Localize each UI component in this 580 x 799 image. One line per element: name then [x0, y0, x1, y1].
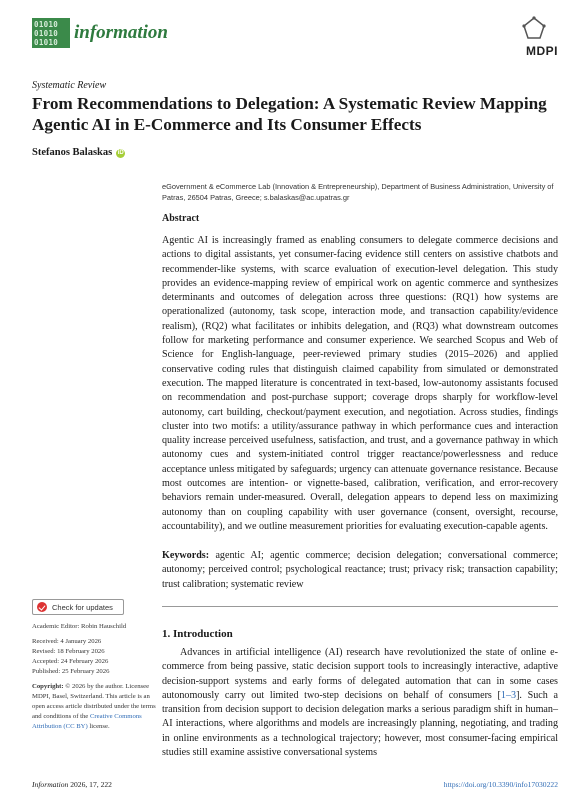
check-for-updates-button[interactable]	[32, 599, 124, 615]
check-updates-label: Check for updates	[52, 602, 113, 612]
footer-journal: Information	[32, 780, 69, 789]
article-type: Systematic Review	[32, 80, 107, 91]
received-date: Received: 4 January 2026	[32, 638, 102, 645]
keywords	[162, 549, 558, 592]
intro-text-before: Advances in artificial intelligence (AI) research have revolutionized the state of online e-commerce from being passive, static decision support tools to increasingly interactive, adaptive decision-support systems and early forms of delegated automation that can in some cases autonomously carry out limited two-step decisions on behalf of consumers [	[162, 647, 558, 701]
keywords-list: agentic AI; agentic commerce; decision delegation; conversational commerce; autonomy; perceived control; psychological reactance; trust; privacy risk; transaction capability; trust calibration; systematic review	[162, 550, 558, 590]
journal-logo	[32, 18, 70, 48]
license-link[interactable]: Creative Commons Attribution (CC BY)	[32, 713, 142, 730]
section-heading-introduction: 1. Introduction	[162, 628, 233, 640]
publisher-name: MDPI	[526, 44, 558, 58]
mdpi-logo-icon[interactable]	[510, 16, 558, 46]
citation-link[interactable]: 1–3	[500, 689, 517, 701]
affiliation: eGovernment & eCommerce Lab (Innovation & Entrepreneurship), Department of Business Administration, University of Patras, 26504 Patras, Greece; s.balaskas@ac.upatras.gr	[162, 182, 554, 202]
abstract-heading: Abstract	[162, 213, 200, 224]
academic-editor: Academic Editor: Robin Hauschild	[32, 623, 127, 630]
check-updates-icon	[37, 602, 47, 612]
published-date: Published: 25 February 2026	[32, 668, 110, 675]
footer-volume: 2026, 17, 222	[68, 780, 112, 789]
logo-bits-row: 01010	[34, 20, 59, 29]
license-tail: license.	[87, 723, 110, 730]
accepted-date: Accepted: 24 February 2026	[32, 658, 109, 665]
keywords-label: Keywords:	[162, 550, 210, 561]
author-label[interactable]: Stefanos Balaskas	[32, 147, 113, 158]
intro-text-after: ]. Such a transition from decision support to decision delegation marks a serious paradigm shift in human–AI interactions, where algorithms and models are increasingly planning, negotiating, and trading in online environments as a technological trajectory; however, most consumer-facing empirical studies still examine assistive conversational systems	[162, 689, 558, 759]
logo-bits-row: 01010	[34, 38, 59, 47]
page-header	[32, 14, 558, 58]
introduction-text	[162, 646, 558, 760]
article-title: From Recommendations to Delegation: A Systematic Review Mapping Agentic AI in E-Commerce and Its Consumer Effects	[32, 94, 547, 134]
copyright-label: Copyright:	[32, 683, 64, 690]
logo-bits-row: 01010	[34, 29, 59, 38]
doi-link[interactable]: https://doi.org/10.3390/info17030222	[443, 780, 558, 789]
section-divider	[162, 606, 558, 607]
copyright-notice	[32, 682, 156, 732]
author-name	[32, 147, 125, 158]
copyright-text: © 2026 by the author. Licensee MDPI, Basel, Switzerland. This article is an open access article distributed under the terms and conditions of the	[32, 683, 156, 720]
footer-citation	[32, 780, 112, 789]
article-info-sidebar	[32, 622, 156, 732]
orcid-icon[interactable]: iD	[117, 150, 124, 156]
revised-date: Revised: 18 February 2026	[32, 648, 105, 655]
abstract-text: Agentic AI is increasingly framed as enabling consumers to delegate commerce decisions and actions to digital assistants, yet consumer-facing evidence still centers on assistive chatbots and recommender-like systems, with scarce evaluation of execution-level delegation. This study provides an evidence-mapping review of empirical work on agentic commerce and synthesizes determinants and outcomes of delegation across three questions: (RQ1) how systems are operationalized (autonomy, task scope, interaction mode, and transaction capability/evidence realism), (RQ2) what facilitates or inhibits delegation, and (RQ3) what downstream outcomes follow for marketing performance and consumer experience. We searched Scopus and Web of Science for English-language, peer-reviewed primary studies (2015–2026) and applied conservative coding rules that distinguish claimed capability from simulated or demonstrated execution. The mapped literature is concentrated in text-based, low-autonomy assistants focused on recommendation and post-purchase support; coverage drops sharply for workflow-level autonomy, cart building, checkout/payment execution, and negotiation. Across studies, findings cluster into two motifs: a utility/assurance pathway in which performance cues and interaction quality increase perceived usefulness, satisfaction, and trust, and a governance pathway in which autonomy cues and system-initiated control trigger reactance/powerlessness and reduce acceptance unless mitigated by safeguards; urgency can attenuate governance resistance. Because most outcomes are intention- or vignette-based, calibration, verification, and error-recovery behaviors remain under-measured. Overall, delegation appears to depend less on maximizing autonomy than on coupling capability with user governance (consent, oversight, recourse, accountability), and we outline measurement priorities for evaluating execution-capable agents.	[162, 235, 558, 532]
journal-name[interactable]: information	[74, 22, 168, 43]
